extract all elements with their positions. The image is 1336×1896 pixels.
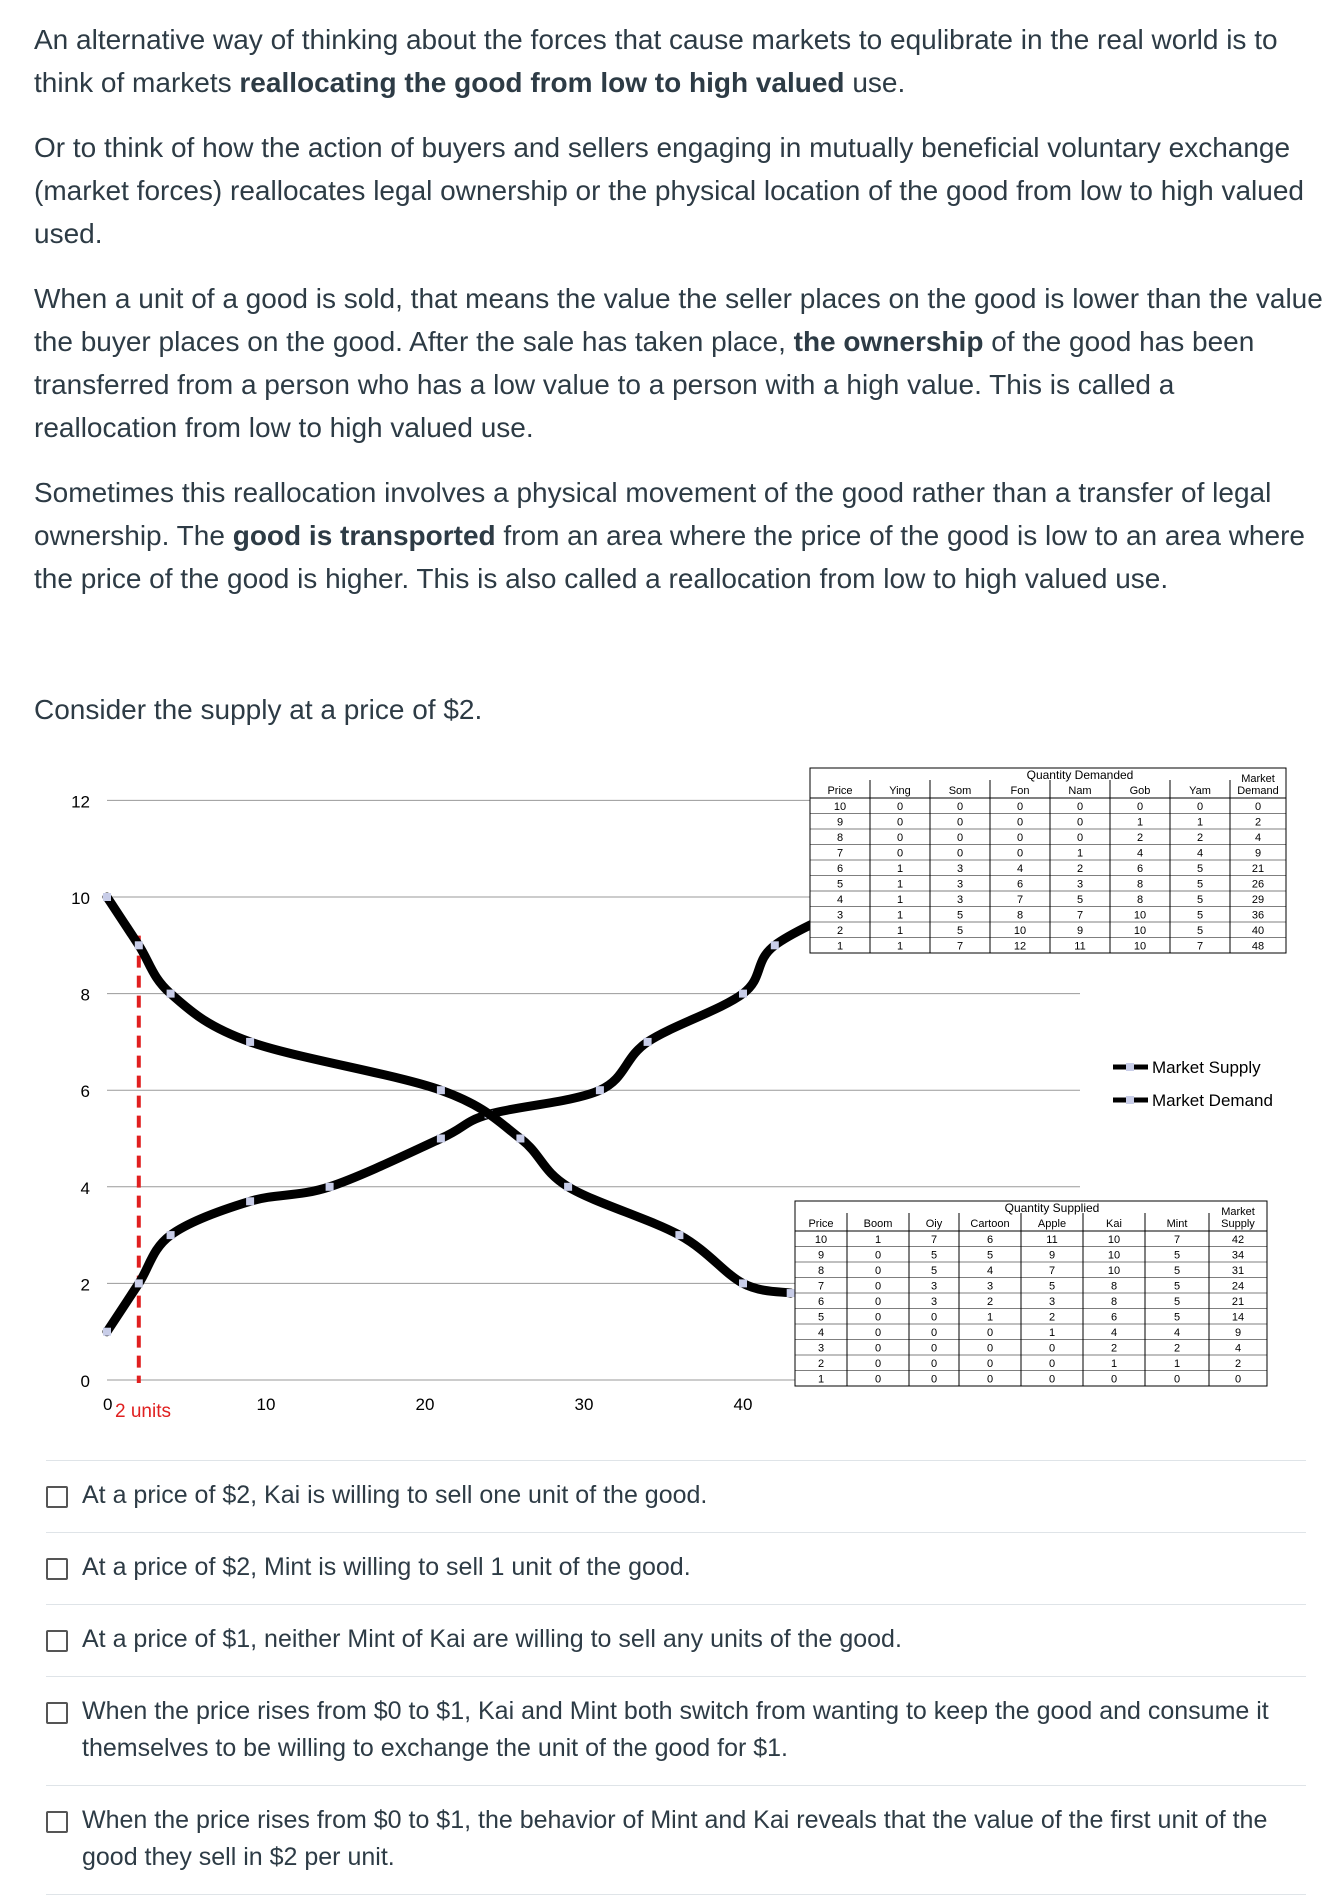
table-cell: 21	[1231, 1296, 1245, 1308]
market-supply-point	[103, 1328, 111, 1336]
table-cell: 10	[1107, 1265, 1121, 1277]
x-tick-label: 30	[574, 1395, 594, 1414]
table-cell: 0	[1196, 801, 1204, 813]
table-header-cell: Market	[1221, 1206, 1255, 1218]
table-cell: 4	[836, 894, 844, 906]
option-label: When the price rises from $0 to $1, the behavior of Mint and Kai reveals that the value of the first unit of the good they sell in $2 per unit.	[82, 1806, 1268, 1871]
intro-text	[34, 18, 1324, 622]
table-cell: 5	[986, 1249, 994, 1262]
table-cell: 10	[1133, 925, 1147, 937]
table-cell: 0	[874, 1249, 882, 1262]
table-cell: 0	[896, 816, 904, 829]
table-cell: 10	[833, 801, 847, 813]
market-demand-point	[516, 1135, 524, 1143]
market-demand-curve	[107, 897, 791, 1293]
table-header-cell: Price	[827, 785, 853, 797]
table-cell: 1	[1196, 816, 1204, 829]
table-cell: 7	[1048, 1265, 1056, 1277]
table-cell: 2	[1196, 832, 1204, 844]
table-cell: 5	[1196, 909, 1204, 922]
table-cell: 0	[1076, 832, 1084, 844]
table-cell: 2	[1076, 863, 1084, 875]
table-cell: 26	[1251, 878, 1265, 891]
table-cell: 9	[1234, 1327, 1242, 1339]
table-cell: 1	[1076, 847, 1084, 860]
table-header-cell: Som	[948, 785, 972, 797]
table-cell: 3	[956, 878, 964, 891]
table-cell: 0	[956, 816, 964, 829]
table-cell: 0	[1016, 801, 1024, 813]
table-header-cell: Oiy	[925, 1218, 943, 1230]
table-cell: 4	[1136, 847, 1144, 860]
marker-label: 2 units	[115, 1401, 171, 1422]
supply-demand-chart	[0, 760, 1336, 1440]
table-cell: 9	[817, 1249, 825, 1262]
table-cell: 3	[1076, 878, 1084, 891]
table-cell: 7	[930, 1234, 938, 1246]
y-tick-label: 4	[80, 1178, 90, 1198]
table-cell: 0	[874, 1342, 882, 1355]
option-checkbox[interactable]	[46, 1486, 68, 1508]
table-cell: 2	[836, 925, 844, 937]
table-cell: 1	[896, 878, 904, 891]
y-tick-label: 6	[80, 1082, 90, 1102]
table-cell: 0	[986, 1342, 994, 1355]
p1-text-a: An alternative way of thinking about the forces that cause markets to equlibrate in the real world is to think of markets	[34, 24, 1278, 98]
market-supply-point	[739, 990, 747, 998]
paragraph-1	[34, 18, 1324, 104]
table-cell: 42	[1231, 1234, 1245, 1246]
table-cell: 8	[1136, 878, 1144, 891]
table-cell: 5	[1048, 1280, 1056, 1293]
table-cell: 3	[817, 1342, 825, 1355]
table-cell: 40	[1251, 925, 1265, 937]
table-cell: 10	[814, 1234, 828, 1246]
table-cell: 0	[1173, 1373, 1181, 1386]
table-cell: 21	[1251, 863, 1265, 875]
market-supply-point	[246, 1197, 254, 1205]
option-checkbox[interactable]	[46, 1702, 68, 1724]
table-cell: 1	[896, 894, 904, 906]
market-supply-point	[135, 1279, 143, 1287]
table-cell: 0	[1136, 801, 1144, 813]
table-cell: 5	[956, 925, 964, 937]
table-cell: 2	[1048, 1311, 1056, 1324]
y-tick-label: 8	[80, 985, 90, 1005]
market-demand-point	[564, 1183, 572, 1191]
p4-text-c: from an area where the price of the good is low to an area where the price of the good is higher. This is also called a reallocation from low to high valued use.	[34, 520, 1305, 594]
legend-marker	[1126, 1063, 1134, 1071]
table-cell: 8	[836, 832, 844, 844]
supply-table	[795, 1201, 1267, 1386]
table-cell: 0	[930, 1327, 938, 1339]
table-cell: 4	[1254, 832, 1262, 844]
table-cell: 0	[874, 1296, 882, 1308]
table-cell: 1	[1048, 1327, 1056, 1339]
table-header-cell: Price	[808, 1218, 834, 1230]
table-cell: 1	[836, 940, 844, 953]
option-checkbox[interactable]	[46, 1811, 68, 1833]
table-cell: 5	[1196, 894, 1204, 906]
table-cell: 1	[874, 1234, 882, 1246]
table-cell: 2	[1254, 816, 1262, 829]
table-group-title: Quantity Demanded	[1026, 768, 1134, 782]
table-cell: 3	[986, 1280, 994, 1293]
table-cell: 0	[896, 801, 904, 813]
table-cell: 0	[1048, 1358, 1056, 1370]
table-cell: 5	[1173, 1249, 1181, 1262]
market-supply-point	[596, 1086, 604, 1094]
x-tick-label: 10	[256, 1395, 276, 1414]
table-cell: 5	[1173, 1265, 1181, 1277]
table-cell: 6	[1110, 1311, 1118, 1324]
market-demand-point	[675, 1231, 683, 1239]
table-cell: 8	[1110, 1280, 1118, 1293]
table-cell: 8	[1136, 894, 1144, 906]
table-cell: 4	[1173, 1327, 1181, 1339]
table-cell: 6	[1016, 878, 1024, 891]
table-cell: 1	[896, 863, 904, 875]
chart-legend	[1113, 1058, 1273, 1110]
table-cell: 6	[986, 1234, 994, 1246]
table-cell: 10	[1107, 1249, 1121, 1262]
table-header-cell: Demand	[1237, 785, 1279, 797]
table-cell: 3	[956, 863, 964, 875]
table-header-cell: Apple	[1037, 1218, 1067, 1230]
table-cell: 10	[1133, 940, 1147, 953]
table-cell: 0	[1076, 816, 1084, 829]
table-cell: 4	[1110, 1327, 1118, 1339]
chart-curves	[103, 893, 874, 1336]
table-cell: 8	[1110, 1296, 1118, 1308]
table-cell: 2	[1234, 1358, 1242, 1370]
table-cell: 0	[986, 1373, 994, 1386]
table-cell: 34	[1231, 1249, 1245, 1262]
table-cell: 8	[817, 1265, 825, 1277]
market-demand-point	[103, 893, 111, 901]
table-cell: 9	[1254, 847, 1262, 860]
table-cell: 5	[1173, 1311, 1181, 1324]
y-tick-label: 12	[71, 792, 90, 812]
table-cell: 14	[1231, 1311, 1245, 1324]
table-cell: 4	[1234, 1342, 1242, 1355]
table-header-cell: Supply	[1221, 1218, 1255, 1230]
market-supply-point	[326, 1183, 334, 1191]
table-cell: 10	[1133, 909, 1147, 922]
y-tick-label: 2	[80, 1275, 90, 1295]
table-cell: 0	[1048, 1342, 1056, 1355]
market-supply-point	[167, 1231, 175, 1239]
table-cell: 31	[1231, 1265, 1245, 1277]
table-cell: 9	[1048, 1249, 1056, 1262]
table-cell: 5	[930, 1265, 938, 1277]
answer-options	[46, 1460, 1306, 1895]
table-cell: 1	[896, 909, 904, 922]
table-cell: 11	[1046, 1234, 1058, 1246]
table-cell: 7	[956, 940, 964, 953]
option-label: At a price of $2, Mint is willing to sell 1 unit of the good.	[82, 1553, 691, 1581]
p4-bold: good is transported	[232, 520, 496, 551]
question-prompt: Consider the supply at a price of $2.	[34, 694, 483, 725]
table-cell: 0	[930, 1342, 938, 1355]
table-header-cell: Ying	[889, 785, 911, 797]
market-supply-point	[644, 1038, 652, 1046]
table-cell: 4	[817, 1327, 825, 1339]
table-cell: 36	[1251, 909, 1265, 922]
table-cell: 9	[1076, 925, 1084, 937]
table-cell: 5	[836, 878, 844, 891]
table-cell: 0	[1110, 1373, 1118, 1386]
table-group-title: Quantity Supplied	[1004, 1201, 1100, 1215]
table-cell: 0	[930, 1311, 938, 1324]
table-header-cell: Cartoon	[970, 1218, 1010, 1230]
p1-bold: reallocating the good from low to high valued	[239, 67, 845, 98]
table-cell: 48	[1251, 940, 1265, 953]
table-cell: 8	[1016, 909, 1024, 922]
table-cell: 0	[896, 832, 904, 844]
table-cell: 0	[874, 1373, 882, 1386]
table-cell: 3	[956, 894, 964, 906]
table-header-cell: Boom	[863, 1218, 893, 1230]
demand-table	[810, 768, 1286, 953]
table-cell: 12	[1013, 940, 1027, 953]
table-cell: 0	[1016, 847, 1024, 860]
table-cell: 0	[874, 1358, 882, 1370]
table-cell: 5	[1173, 1296, 1181, 1308]
table-header-cell: Nam	[1068, 785, 1092, 797]
table-cell: 5	[956, 909, 964, 922]
table-cell: 4	[986, 1265, 994, 1277]
table-frame	[810, 768, 1286, 953]
table-cell: 2	[986, 1296, 994, 1308]
table-cell: 0	[1016, 832, 1024, 844]
table-cell: 6	[836, 863, 844, 875]
option-label: At a price of $1, neither Mint of Kai are willing to sell any units of the good.	[82, 1625, 902, 1653]
table-cell: 3	[930, 1280, 938, 1293]
legend-label: Market Supply	[1152, 1058, 1261, 1077]
table-cell: 1	[1173, 1358, 1181, 1370]
table-cell: 0	[930, 1373, 938, 1386]
market-demand-point	[167, 990, 175, 998]
table-cell: 10	[1107, 1234, 1121, 1246]
table-cell: 9	[836, 816, 844, 829]
y-axis-ticks	[71, 792, 90, 1391]
table-header-cell: Gob	[1129, 785, 1151, 797]
p1-text-c: use.	[844, 67, 906, 98]
paragraph-4	[34, 471, 1324, 600]
table-cell: 6	[1136, 863, 1144, 875]
answer-option[interactable]	[46, 1532, 1306, 1604]
table-cell: 3	[930, 1296, 938, 1308]
table-cell: 0	[874, 1265, 882, 1277]
table-cell: 5	[930, 1249, 938, 1262]
table-cell: 10	[1013, 925, 1027, 937]
x-tick-label: 0	[103, 1395, 113, 1414]
table-cell: 24	[1231, 1280, 1245, 1293]
table-cell: 5	[1196, 878, 1204, 891]
market-demand-point	[739, 1279, 747, 1287]
market-supply-point	[437, 1135, 445, 1143]
table-cell: 0	[896, 847, 904, 860]
table-cell: 3	[1048, 1296, 1056, 1308]
table-cell: 0	[874, 1327, 882, 1339]
market-supply-point	[771, 941, 779, 949]
answer-option[interactable]	[46, 1676, 1306, 1785]
table-header-cell: Fon	[1010, 785, 1030, 797]
answer-option[interactable]	[46, 1785, 1306, 1895]
table-cell: 0	[874, 1311, 882, 1324]
table-cell: 6	[817, 1296, 825, 1308]
table-cell: 0	[986, 1358, 994, 1370]
table-cell: 5	[1173, 1280, 1181, 1293]
x-tick-label: 20	[415, 1395, 435, 1414]
y-tick-label: 0	[80, 1372, 90, 1391]
option-label: At a price of $2, Kai is willing to sell one unit of the good.	[82, 1481, 708, 1509]
table-cell: 7	[836, 847, 844, 860]
table-cell: 0	[1234, 1373, 1242, 1386]
table-cell: 0	[1016, 816, 1024, 829]
table-cell: 1	[896, 940, 904, 953]
table-cell: 1	[817, 1373, 825, 1386]
table-cell: 5	[1196, 863, 1204, 875]
legend-label: Market Demand	[1152, 1091, 1273, 1110]
table-cell: 7	[817, 1280, 825, 1293]
answer-option[interactable]	[46, 1604, 1306, 1676]
table-cell: 0	[956, 847, 964, 860]
table-header-cell: Kai	[1106, 1218, 1122, 1230]
market-demand-point	[135, 941, 143, 949]
paragraph-2: Or to think of how the action of buyers and sellers engaging in mutually beneficial voluntary exchange (market forces) reallocates legal ownership or the physical location of the good from low to high valued used.	[34, 132, 1304, 249]
market-demand-point	[437, 1086, 445, 1094]
table-cell: 1	[986, 1311, 994, 1324]
table-cell: 0	[930, 1358, 938, 1370]
answer-option[interactable]	[46, 1460, 1306, 1532]
table-cell: 5	[1076, 894, 1084, 906]
table-cell: 7	[1016, 894, 1024, 906]
table-cell: 4	[1196, 847, 1204, 860]
table-cell: 7	[1076, 909, 1084, 922]
quantity-marker	[115, 936, 171, 1422]
market-demand-point	[246, 1038, 254, 1046]
table-cell: 5	[817, 1311, 825, 1324]
table-cell: 7	[1196, 940, 1204, 953]
option-checkbox[interactable]	[46, 1630, 68, 1652]
option-checkbox[interactable]	[46, 1558, 68, 1580]
table-cell: 2	[1173, 1342, 1181, 1355]
table-cell: 1	[1110, 1358, 1118, 1370]
table-cell: 3	[836, 909, 844, 922]
table-cell: 1	[1136, 816, 1144, 829]
table-cell: 29	[1251, 894, 1265, 906]
table-header-cell: Mint	[1166, 1218, 1188, 1230]
market-demand-point	[787, 1289, 795, 1297]
table-cell: 11	[1074, 940, 1086, 953]
table-cell: 1	[896, 925, 904, 937]
table-cell: 2	[1110, 1342, 1118, 1355]
table-cell: 0	[1254, 801, 1262, 813]
paragraph-3	[34, 277, 1324, 449]
x-axis-ticks	[103, 1395, 752, 1414]
option-label: When the price rises from $0 to $1, Kai and Mint both switch from wanting to keep the good and consume it themselves to be willing to exchange the unit of the good for $1.	[82, 1697, 1269, 1762]
table-cell: 0	[986, 1327, 994, 1339]
x-tick-label: 40	[733, 1395, 753, 1414]
p3-text-c: of the good has been transferred from a person who has a low value to a person with a high value. This is called a reallocation from low to high valued use.	[34, 326, 1255, 443]
y-tick-label: 10	[71, 889, 90, 908]
p3-bold: the ownership	[793, 326, 984, 357]
table-cell: 0	[956, 801, 964, 813]
table-header-cell: Market	[1241, 773, 1275, 785]
table-cell: 0	[956, 832, 964, 844]
table-cell: 4	[1016, 863, 1024, 875]
table-cell: 0	[1048, 1373, 1056, 1386]
table-cell: 0	[874, 1280, 882, 1293]
p3-text-a: When a unit of a good is sold, that means the value the seller places on the good is lower than the value the buyer places on the good. After the sale has taken place,	[34, 283, 1323, 357]
legend-marker	[1126, 1096, 1134, 1104]
table-cell: 2	[817, 1358, 825, 1370]
table-header-cell: Yam	[1189, 785, 1211, 797]
p4-text-a: Sometimes this reallocation involves a physical movement of the good rather than a transfer of legal ownership. The	[34, 477, 1272, 551]
table-cell: 0	[1076, 801, 1084, 813]
table-cell: 7	[1173, 1234, 1181, 1246]
table-cell: 5	[1196, 925, 1204, 937]
table-cell: 2	[1136, 832, 1144, 844]
